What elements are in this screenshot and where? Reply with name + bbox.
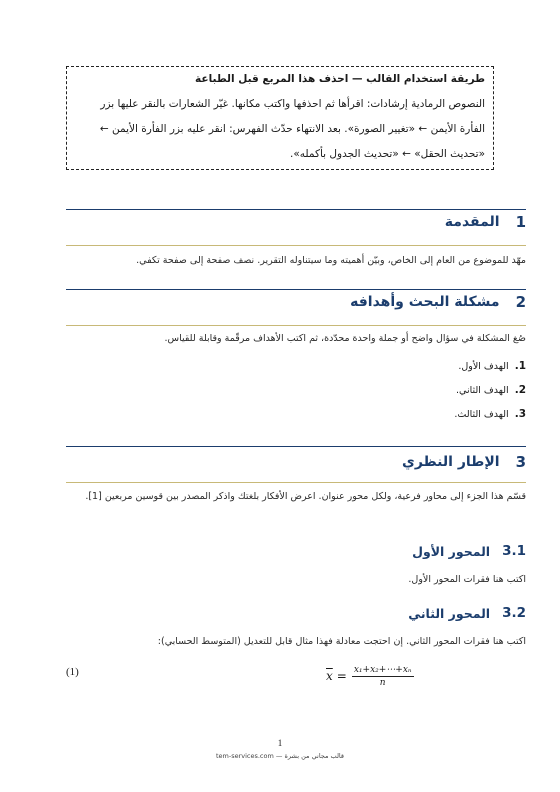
theory-paragraph: قسّم هذا الجزء إلى محاور فرعية، ولكل محور عنوان. اعرض الأفكار بلغتك واذكر المصدر بين قوسين مربعين [1].: [85, 491, 526, 502]
list-item: [66, 354, 526, 378]
section-title: مشكلة البحث وأهدافه: [350, 294, 500, 310]
axis-1-paragraph: اكتب هنا فقرات المحور الأول.: [408, 574, 526, 585]
fraction-numerator: x₁+x₂+⋯+xₙ: [353, 664, 412, 675]
subsection-title: المحور الأول: [412, 543, 491, 559]
list-text: الهدف الثالث.: [454, 408, 509, 420]
subsection-heading-axis-2: [66, 602, 526, 624]
instructions-box: [66, 66, 494, 170]
list-number: 2.: [514, 384, 526, 396]
section-title: المقدمة: [444, 214, 500, 230]
section-number: 3: [515, 453, 526, 471]
section-title: الإطار النظري: [402, 454, 500, 470]
subsection-number: 3.1: [502, 543, 526, 559]
goals-list: [66, 354, 526, 426]
fraction: [352, 664, 414, 689]
section-heading-introduction: [66, 209, 526, 235]
page-number: 1: [277, 738, 283, 748]
mean-symbol: $\overline{x}$: [326, 669, 333, 683]
footer-credit: قالب مجاني من بشرة — tem-services.com: [215, 752, 345, 760]
subsection-number: 3.2: [502, 605, 526, 621]
instructions-text: النصوص الرمادية إرشادات: اقرأها ثم احذفها واكتب مكانها. غيّر الشعارات بالنقر عليها بزر الفأرة الأيمن ← «تغيير الصورة». بعد الانتهاء حدّث الفهرس: انقر عليه بزر الفأرة الأيمن ← «تحديث الحقل» ← «تحديث الجدول بأكمله».: [99, 98, 485, 160]
section-heading-problem: [66, 289, 526, 315]
section-underline: [66, 482, 526, 483]
list-text: الهدف الثاني.: [456, 384, 509, 396]
equation-row: [66, 660, 526, 692]
equation-number: (1): [66, 666, 79, 678]
section-rule: [66, 446, 526, 447]
fraction-denominator: n: [379, 677, 386, 688]
list-text: الهدف الأول.: [458, 360, 509, 372]
section-number: 2: [515, 293, 526, 311]
axis-2-paragraph: اكتب هنا فقرات المحور الثاني. إن احتجت معادلة فهذا مثال قابل للتعديل (المتوسط الحسابي):: [157, 636, 526, 647]
list-item: [66, 378, 526, 402]
introduction-paragraph: مهّد للموضوع من العام إلى الخاص، وبيّن أهميته وما سيتناوله التقرير. نصف صفحة إلى صفحة تكفي.: [136, 255, 526, 266]
list-number: 1.: [514, 360, 526, 372]
subsection-title: المحور الثاني: [408, 605, 491, 621]
section-heading-theory: [66, 449, 526, 475]
section-underline: [66, 245, 526, 246]
equals-sign: =: [336, 669, 347, 683]
section-underline: [66, 325, 526, 326]
problem-paragraph: صُغ المشكلة في سؤال واضح أو جملة واحدة محدّدة، ثم اكتب الأهداف مرقّمة وقابلة للقياس.: [164, 333, 526, 344]
section-number: 1: [515, 213, 526, 231]
list-item: [66, 402, 526, 426]
instructions-title: طريقة استخدام القالب — احذف هذا المربع قبل الطباعة: [195, 73, 485, 85]
mean-formula: [326, 660, 414, 692]
list-number: 3.: [514, 408, 526, 420]
subsection-heading-axis-1: [66, 540, 526, 562]
